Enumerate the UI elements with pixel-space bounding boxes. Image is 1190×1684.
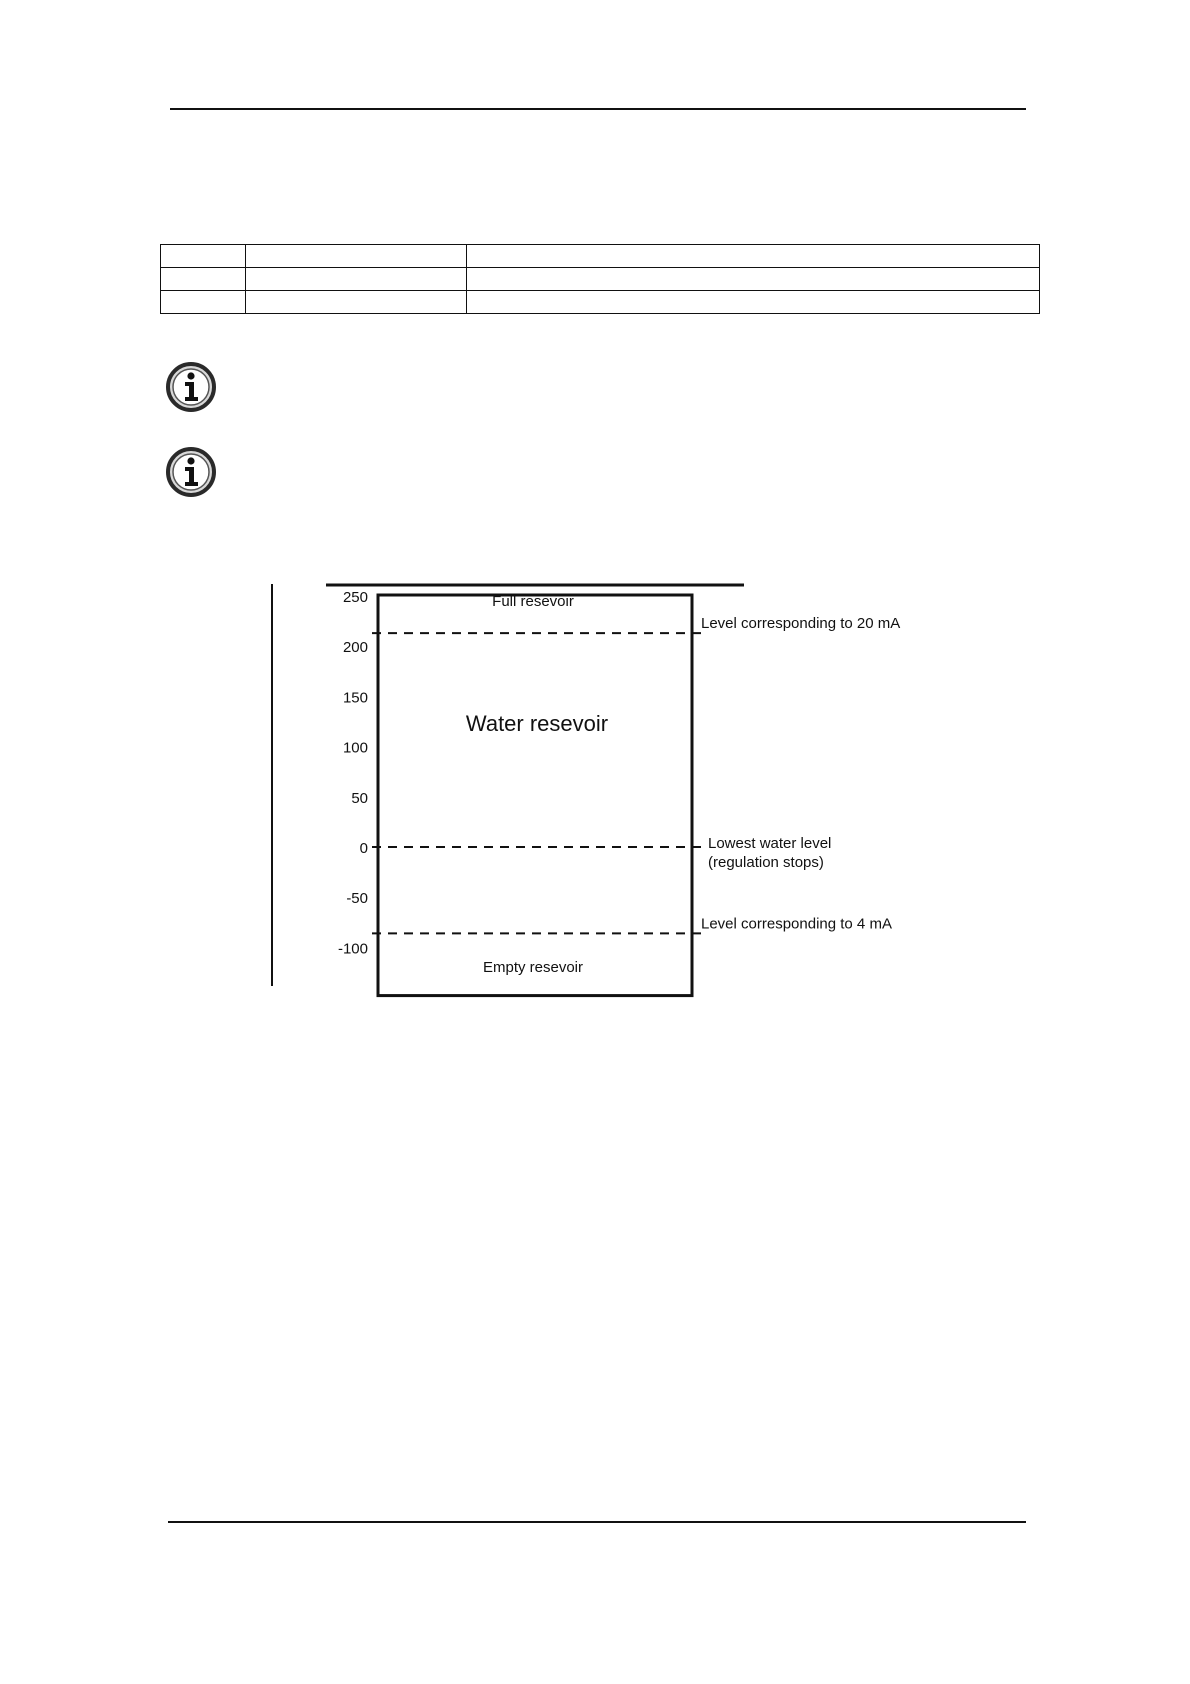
- y-tick-label: -100: [337, 940, 368, 958]
- level-label: Level corresponding to 4 mA: [701, 915, 892, 933]
- level-label: Lowest water level: [708, 835, 832, 852]
- level-label: Level corresponding to 20 mA: [701, 615, 901, 633]
- y-tick-label: -50: [346, 890, 368, 908]
- y-tick-label: 250: [342, 589, 368, 606]
- y-axis-ticks: [338, 589, 368, 957]
- level-lines: [372, 615, 900, 933]
- y-tick-label: 0: [359, 840, 368, 857]
- y-tick-label: 150: [342, 689, 368, 707]
- level-label: (regulation stops): [708, 854, 824, 871]
- reservoir-outline: [378, 595, 692, 996]
- y-tick-label: 200: [342, 639, 368, 657]
- diagram-title: Water resevoir: [465, 711, 609, 736]
- y-tick-label: 50: [351, 789, 368, 807]
- footer-rule: [168, 1521, 1026, 1523]
- y-tick-label: 100: [342, 739, 368, 757]
- empty-reservoir-label: Empty resevoir: [482, 959, 584, 976]
- full-reservoir-label: Full resevoir: [492, 593, 574, 610]
